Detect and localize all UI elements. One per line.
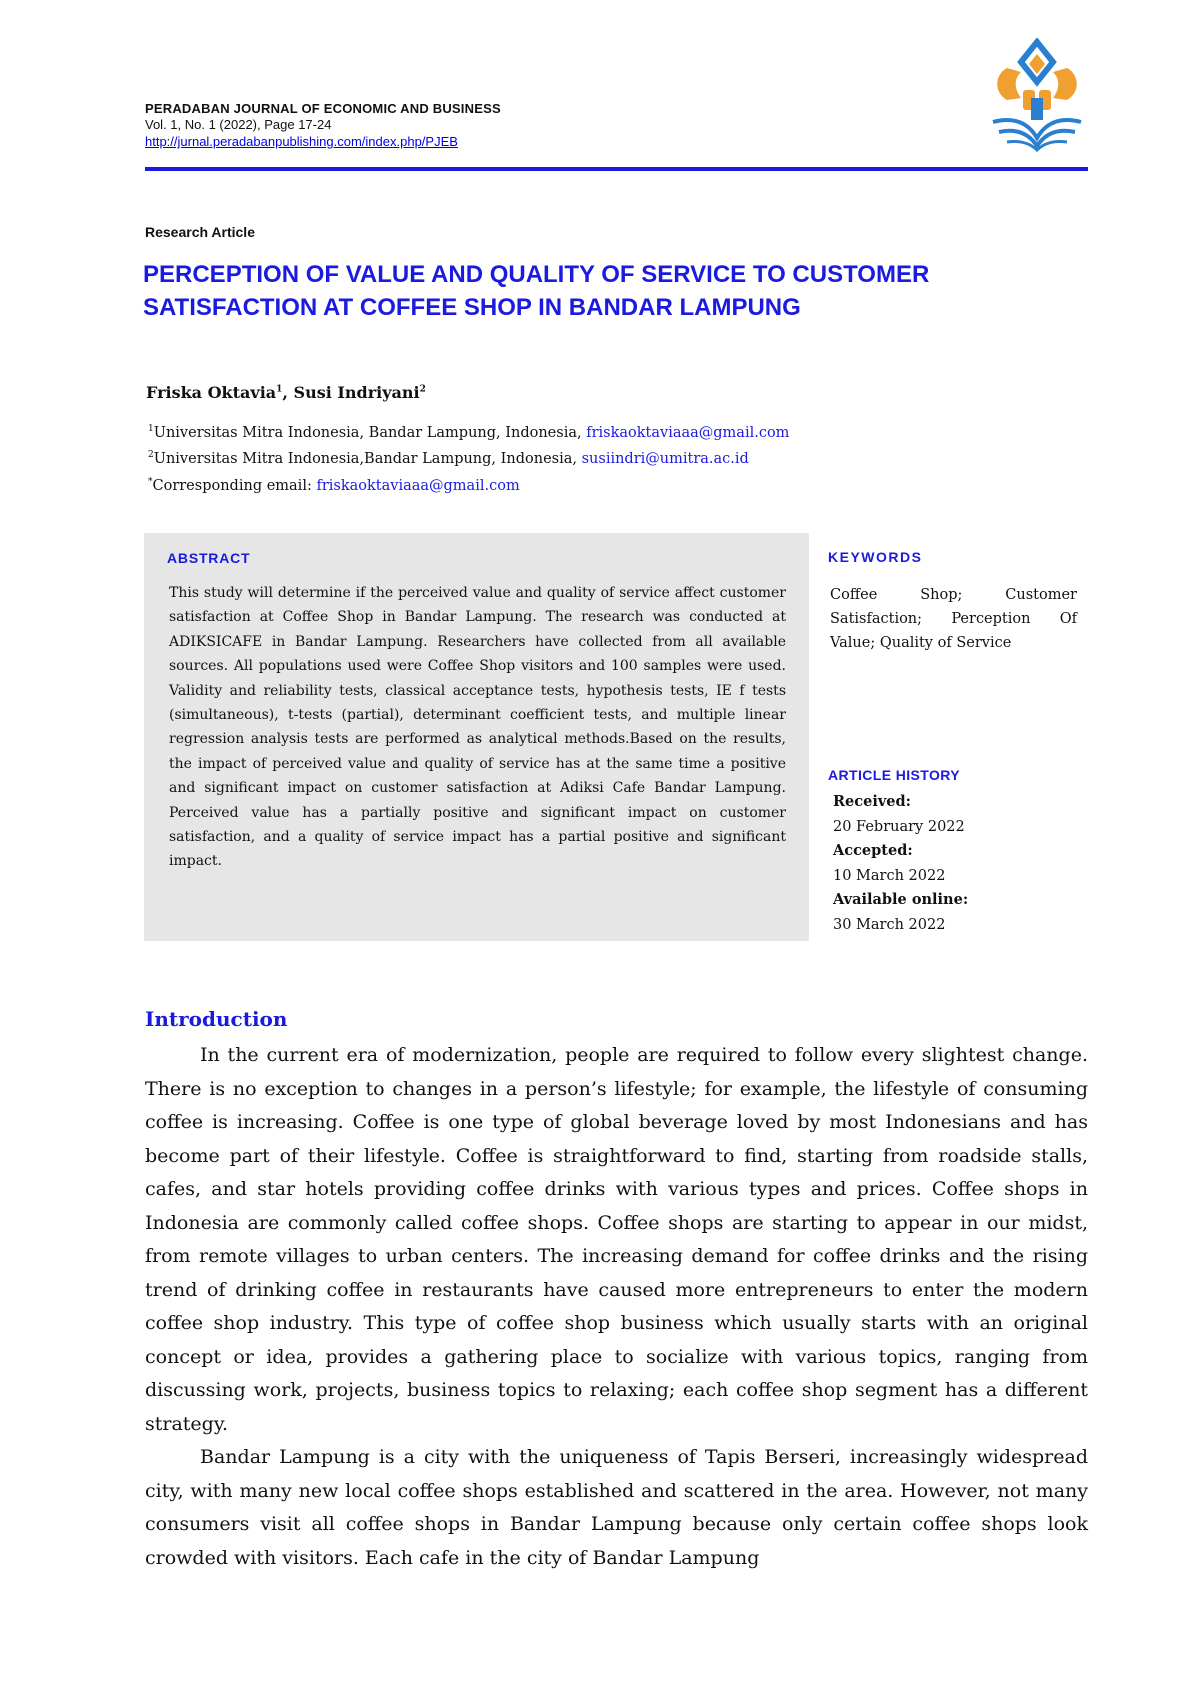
affiliation-marker: 2 xyxy=(148,450,154,461)
received-date: 20 February 2022 xyxy=(833,818,965,835)
introduction-body xyxy=(145,1039,1088,1575)
article-title: PERCEPTION OF VALUE AND QUALITY OF SERVICE TO CUSTOMER SATISFACTION AT COFFEE SHOP IN BANDAR LAMPUNG xyxy=(143,261,930,321)
article-type: Research Article xyxy=(145,224,255,240)
author-name: Susi Indriyani xyxy=(293,383,420,402)
keywords-text: Coffee Shop; Customer Satisfaction; Perception Of Value; Quality of Service xyxy=(830,587,1077,651)
introduction-heading: Introduction xyxy=(145,1007,288,1031)
journal-header xyxy=(145,101,501,151)
affiliation-line xyxy=(148,418,789,444)
affiliation-marker: * xyxy=(148,476,153,487)
affiliation-line xyxy=(148,444,789,470)
peradaban-logo-icon xyxy=(985,38,1089,152)
journal-name: PERADABAN JOURNAL OF ECONOMIC AND BUSINESS xyxy=(145,101,501,116)
accepted-label: Accepted: xyxy=(833,842,913,859)
abstract-box xyxy=(144,533,809,941)
affiliations xyxy=(148,418,789,497)
email-link[interactable]: friskaoktaviaaa@gmail.com xyxy=(586,424,790,441)
author-name: Friska Oktavia xyxy=(146,383,277,402)
available-online-label: Available online: xyxy=(833,891,969,908)
affiliation-line xyxy=(148,471,789,497)
email-link[interactable]: friskaoktaviaaa@gmail.com xyxy=(316,477,520,494)
accepted-date: 10 March 2022 xyxy=(833,867,946,884)
article-history-heading: ARTICLE HISTORY xyxy=(828,767,961,783)
author-separator: , xyxy=(282,383,294,402)
body-paragraph: In the current era of modernization, people are required to follow every slightest change. There is no exception to changes in a person’s lifestyle; for example, the lifestyle of consuming coffee is increasing. Coffee is one type of global beverage loved by most Indonesians and has become part of their lifestyle. Coffee is straightforward to find, starting from roadside stalls, cafes, and star hotels providing coffee drinks with various types and prices. Coffee shops in Indonesia are commonly called coffee shops. Coffee shops are starting to appear in our midst, from remote villages to urban centers. The increasing demand for coffee drinks and the rising trend of drinking coffee in restaurants have caused more entrepreneurs to enter the modern coffee shop industry. This type of coffee shop business which usually starts with an original concept or idea, provides a gathering place to socialize with various topics, ranging from discussing work, projects, business topics to relaxing; each coffee shop segment has a different strategy. xyxy=(145,1044,1088,1435)
article-history xyxy=(833,790,968,937)
affiliation-text: Corresponding email: xyxy=(152,477,317,494)
keywords-heading: KEYWORDS xyxy=(828,549,923,565)
author-affiliation-marker: 1 xyxy=(276,384,283,395)
available-online-date: 30 March 2022 xyxy=(833,916,946,933)
affiliation-text: Universitas Mitra Indonesia, Bandar Lampung, Indonesia, xyxy=(153,424,587,441)
header-divider xyxy=(145,167,1088,171)
body-paragraph: Bandar Lampung is a city with the uniqueness of Tapis Berseri, increasingly widespread city, with many new local coffee shops established and scattered in the area. However, not many consumers visit all coffee shops in Bandar Lampung because only certain coffee shops look crowded with visitors. Each cafe in the city of Bandar Lampung xyxy=(145,1446,1088,1569)
journal-url-link[interactable]: http://jurnal.peradabanpublishing.com/index.php/PJEB xyxy=(145,134,458,149)
affiliation-marker: 1 xyxy=(148,424,154,434)
journal-volume: Vol. 1, No. 1 (2022), Page 17-24 xyxy=(145,117,332,132)
received-label: Received: xyxy=(833,793,911,810)
email-link[interactable]: susiindri@umitra.ac.id xyxy=(581,451,749,468)
affiliation-text: Universitas Mitra Indonesia,Bandar Lampung, Indonesia, xyxy=(153,451,582,468)
abstract-heading: ABSTRACT xyxy=(167,550,251,566)
author-affiliation-marker: 2 xyxy=(419,384,426,395)
author-list xyxy=(146,383,426,402)
abstract-text: This study will determine if the perceived value and quality of service affect customer satisfaction at Coffee Shop in Bandar Lampung. The research was conducted at ADIKSICAFE in Bandar Lampung. Researchers have collected from all available sources. All populations used were Coffee Shop visitors and 100 samples were used. Validity and reliability tests, classical acceptance tests, hypothesis tests, IE f tests (simultaneous), t-tests (partial), determinant coefficient tests, and multiple linear regression analysis tests are performed as analytical methods.Based on the results, the impact of perceived value and quality of service has at the same time a positive and significant impact on customer satisfaction at Adiksi Cafe Bandar Lampung. Perceived value has a partially positive and significant impact on customer satisfaction, and a quality of service impact has a partial positive and significant impact. xyxy=(169,585,786,870)
